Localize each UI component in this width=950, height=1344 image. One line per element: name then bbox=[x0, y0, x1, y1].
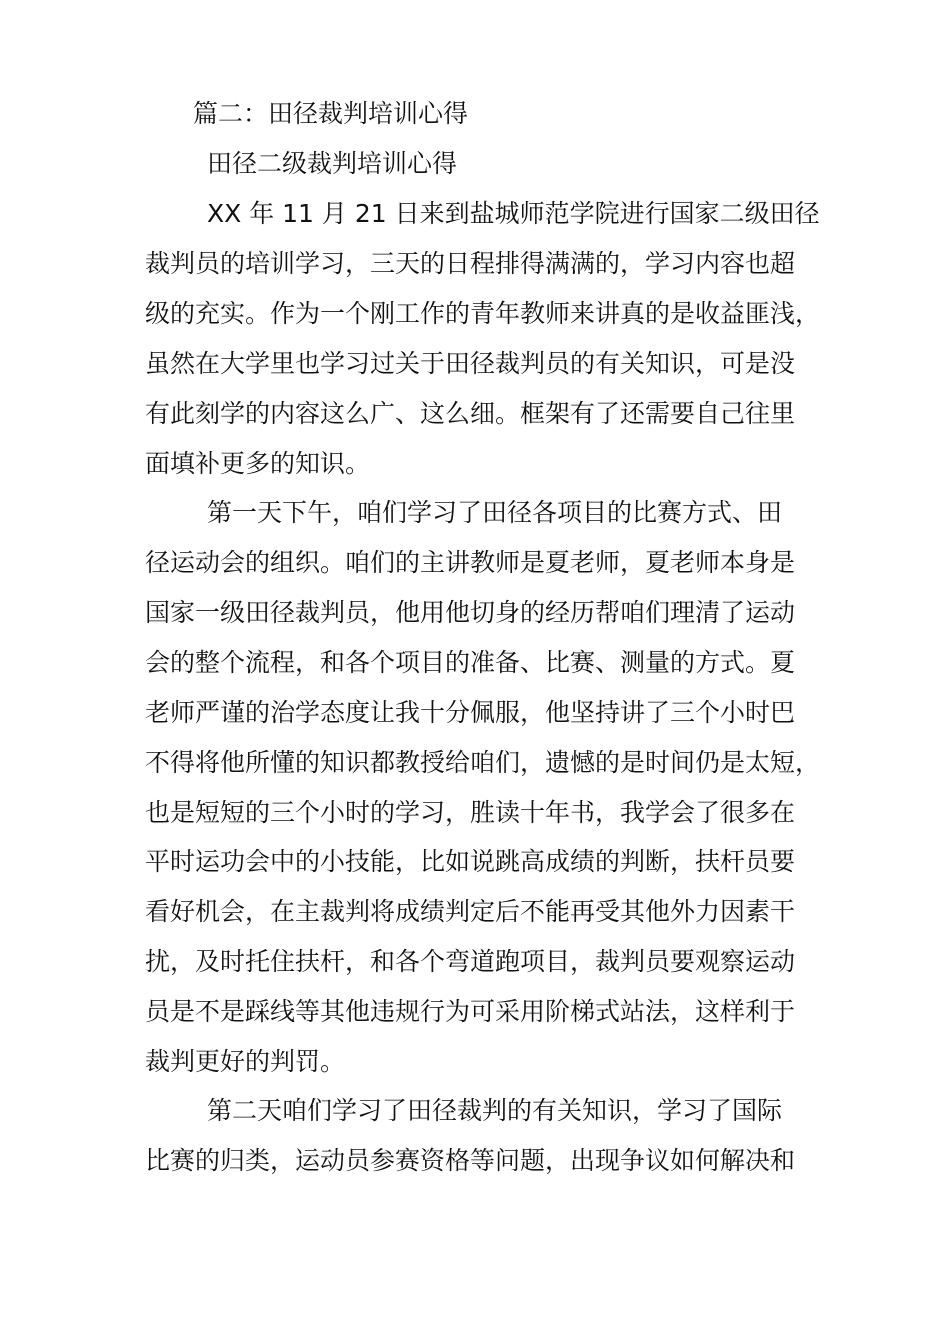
paragraph-line: 面填补更多的知识。 bbox=[145, 449, 371, 478]
paragraph-line: 国家一级田径裁判员，他用他切身的经历帮咱们理清了运动 bbox=[145, 598, 796, 627]
paragraph-line: 平时运功会中的小技能，比如说跳高成绩的判断，扶杆员要 bbox=[145, 847, 796, 876]
paragraph-line: 第二天咱们学习了田径裁判的有关知识，学习了国际 bbox=[207, 1096, 783, 1125]
document-subheading: 田径二级裁判培训心得 bbox=[207, 149, 458, 178]
paragraph-line: 有此刻学的内容这么广、这么细。框架有了还需要自己往里 bbox=[145, 399, 796, 428]
document-heading: 篇二：田径裁判培训心得 bbox=[193, 99, 469, 128]
paragraph-line: 也是短短的三个小时的学习，胜读十年书，我学会了很多在 bbox=[145, 798, 796, 827]
paragraph-line: 级的充实。作为一个刚工作的青年教师来讲真的是收益匪浅， bbox=[145, 299, 821, 328]
paragraph-line: 第一天下午，咱们学习了田径各项目的比赛方式、田 bbox=[207, 498, 783, 527]
paragraph-line: 比赛的归类，运动员参赛资格等问题，出现争议如何解决和 bbox=[145, 1146, 796, 1175]
paragraph-line: 会的整个流程，和各个项目的准备、比赛、测量的方式。夏 bbox=[145, 648, 796, 677]
paragraph-line: XX 年 11 月 21 日来到盐城师范学院进行国家二级田径 bbox=[207, 199, 820, 228]
paragraph-line: 看好机会，在主裁判将成绩判定后不能再受其他外力因素干 bbox=[145, 897, 796, 926]
paragraph-line: 裁判员的培训学习，三天的日程排得满满的，学习内容也超 bbox=[145, 249, 796, 278]
paragraph-line: 员是不是踩线等其他违规行为可采用阶梯式站法，这样利于 bbox=[145, 997, 796, 1026]
paragraph-line: 老师严谨的治学态度让我十分佩服，他坚持讲了三个小时巴 bbox=[145, 698, 796, 727]
paragraph-line: 不得将他所懂的知识都教授给咱们，遗憾的是时间仍是太短， bbox=[145, 748, 821, 777]
paragraph-line: 虽然在大学里也学习过关于田径裁判员的有关知识，可是没 bbox=[145, 349, 796, 378]
paragraph-line: 裁判更好的判罚。 bbox=[145, 1047, 346, 1076]
paragraph-line: 径运动会的组织。咱们的主讲教师是夏老师，夏老师本身是 bbox=[145, 548, 796, 577]
paragraph-line: 扰，及时托住扶杆，和各个弯道跑项目，裁判员要观察运动 bbox=[145, 947, 796, 976]
